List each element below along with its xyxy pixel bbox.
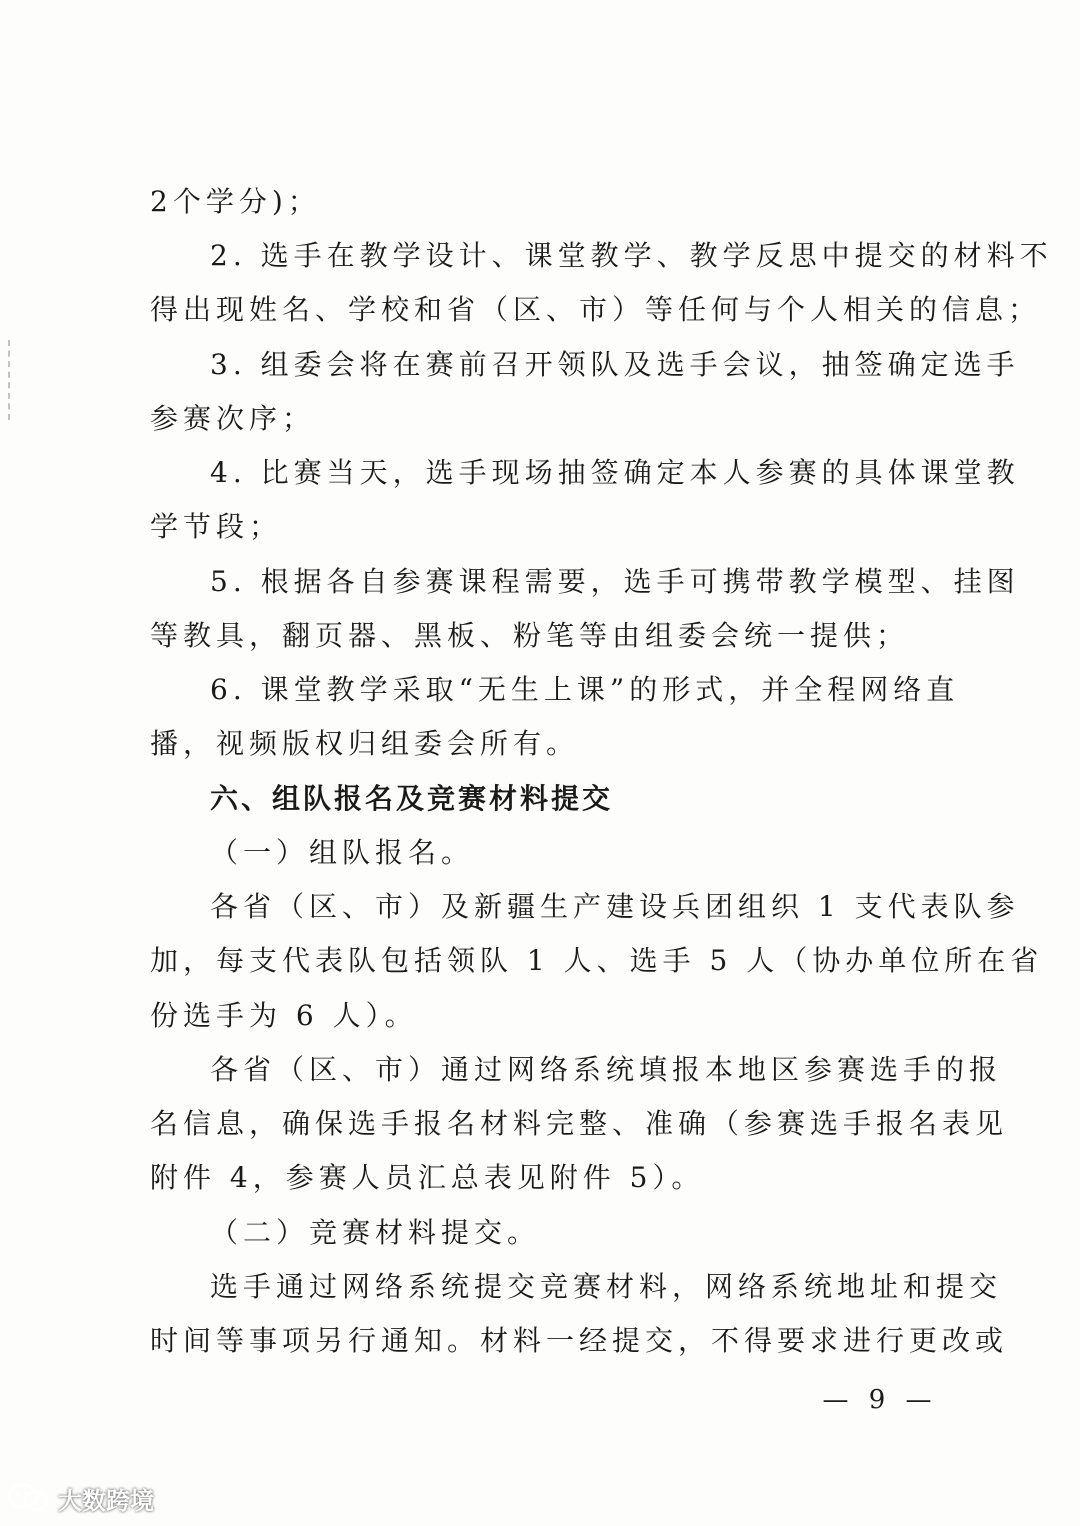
text-line: 等教具，翻页器、黑板、粉笔等由组委会统一提供；: [150, 619, 910, 652]
binding-marks: [8, 340, 12, 420]
page-number: — 9 —: [822, 1385, 938, 1415]
watermark-text: 大数跨境: [58, 1486, 154, 1515]
text-line: 播，视频版权归组委会所有。: [150, 727, 580, 760]
text-line: （一）组队报名。: [210, 836, 475, 869]
text-line: 2个学分)；: [150, 185, 321, 218]
text-line: 3. 组委会将在赛前召开领队及选手会议，抽签确定选手: [210, 348, 1020, 381]
text-line: 2. 选手在教学设计、课堂教学、教学反思中提交的材料不: [210, 239, 1053, 272]
wechat-logo-icon: [6, 1482, 52, 1514]
text-line: 学节段；: [150, 510, 283, 543]
text-line: 5. 根据各自参赛课程需要，选手可携带教学模型、挂图: [210, 565, 1020, 598]
text-line: 名信息，确保选手报名材料完整、准确（参赛选手报名表见: [150, 1107, 1009, 1140]
text-line: 6. 课堂教学采取“无生上课”的形式，并全程网络直: [210, 673, 960, 706]
section-heading: 六、组队报名及竞赛材料提交: [210, 782, 614, 815]
text-line: 各省（区、市）通过网络系统填报本地区参赛选手的报: [210, 1053, 1003, 1086]
text-line: 4. 比赛当天，选手现场抽签确定本人参赛的具体课堂教: [210, 456, 1020, 489]
text-line: 参赛次序；: [150, 402, 316, 435]
text-line: 各省（区、市）及新疆生产建设兵团组织 1 支代表队参: [210, 890, 1020, 923]
text-line: 附件 4，参赛人员汇总表见附件 5）。: [150, 1161, 705, 1194]
watermark: [6, 1478, 154, 1518]
text-line: （二）竞赛材料提交。: [210, 1216, 541, 1249]
text-line: 加，每支代表队包括领队 1 人、选手 5 人（协办单位所在省: [150, 944, 1044, 977]
text-line: 份选手为 6 人）。: [150, 999, 418, 1032]
text-line: 得出现姓名、学校和省（区、市）等任何与个人相关的信息；: [150, 293, 1042, 326]
text-line: 时间等事项另行通知。材料一经提交，不得要求进行更改或: [150, 1324, 1009, 1357]
text-line: 选手通过网络系统提交竞赛材料，网络系统地址和提交: [210, 1270, 1003, 1303]
